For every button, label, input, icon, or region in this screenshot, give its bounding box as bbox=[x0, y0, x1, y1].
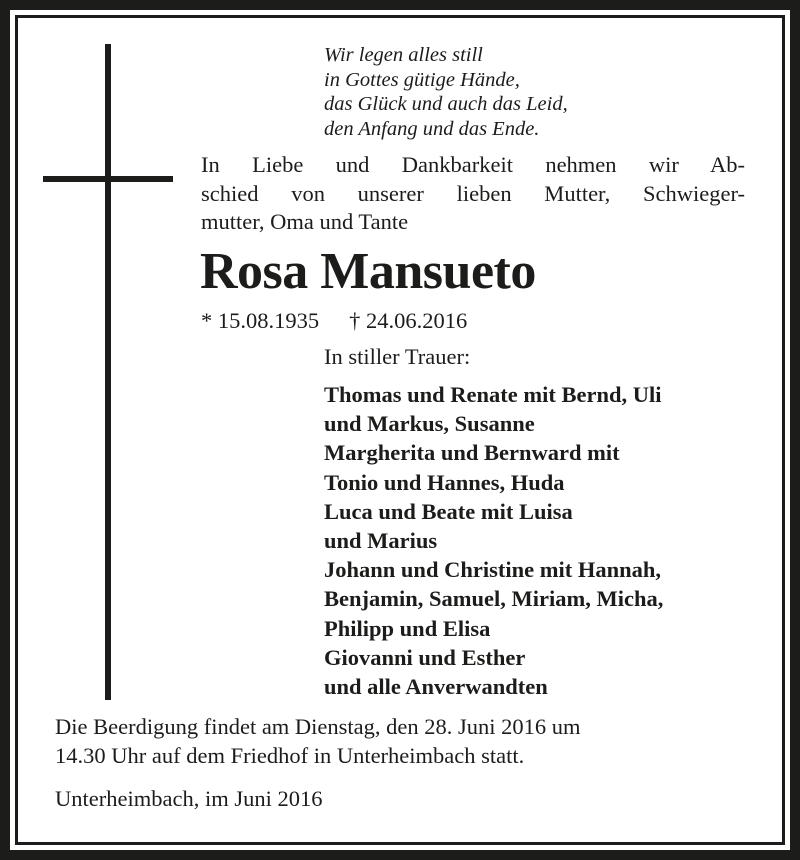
mourner-line: Thomas und Renate mit Bernd, Uli bbox=[324, 382, 662, 407]
life-dates bbox=[201, 307, 467, 335]
funeral-line: Die Beerdigung findet am Dienstag, den 28. Juni 2016 um bbox=[55, 714, 581, 739]
mourner-line: Luca und Beate mit Luisa bbox=[324, 498, 573, 524]
deceased-name: Rosa Mansueto bbox=[200, 243, 536, 300]
poem-line: das Glück und auch das Leid, bbox=[324, 93, 568, 115]
birth-date: * 15.08.1935 bbox=[201, 308, 320, 333]
mourning-label: In stiller Trauer: bbox=[324, 344, 471, 369]
mourner-line: und Markus, Susanne bbox=[324, 411, 535, 437]
intro-text bbox=[201, 151, 745, 237]
mourner-line: Giovanni und Esther bbox=[324, 644, 526, 670]
place-and-date: Unterheimbach, im Juni 2016 bbox=[55, 786, 323, 811]
poem-line: Wir legen alles still bbox=[324, 44, 483, 66]
intro-line: mutter, Oma und Tante bbox=[201, 209, 409, 234]
mourner-line: Tonio und Hannes, Huda bbox=[324, 469, 565, 495]
death-date: † 24.06.2016 bbox=[349, 308, 468, 333]
mourner-line: Philipp und Elisa bbox=[324, 615, 491, 641]
cross-vertical-bar bbox=[105, 44, 111, 700]
intro-line: schied von unserer lieben Mutter, Schwieger- bbox=[201, 180, 745, 206]
mourner-line: Johann und Christine mit Hannah, bbox=[324, 557, 661, 583]
mourner-line: Margherita und Bernward mit bbox=[324, 440, 620, 466]
funeral-line: 14.30 Uhr auf dem Friedhof in Unterheimbach statt. bbox=[55, 743, 525, 768]
cross-horizontal-bar bbox=[43, 176, 173, 182]
poem bbox=[324, 43, 568, 141]
mourner-line: Benjamin, Samuel, Miriam, Micha, bbox=[324, 586, 664, 612]
poem-line: den Anfang und das Ende. bbox=[324, 117, 540, 140]
funeral-notice bbox=[55, 712, 581, 770]
mourner-line: und alle Anverwandten bbox=[324, 674, 548, 700]
mourners-list bbox=[324, 380, 663, 701]
poem-line: in Gottes gütige Hände, bbox=[324, 68, 520, 91]
intro-line: In Liebe und Dankbarkeit nehmen wir Ab- bbox=[201, 152, 745, 177]
mourner-line: und Marius bbox=[324, 528, 438, 554]
